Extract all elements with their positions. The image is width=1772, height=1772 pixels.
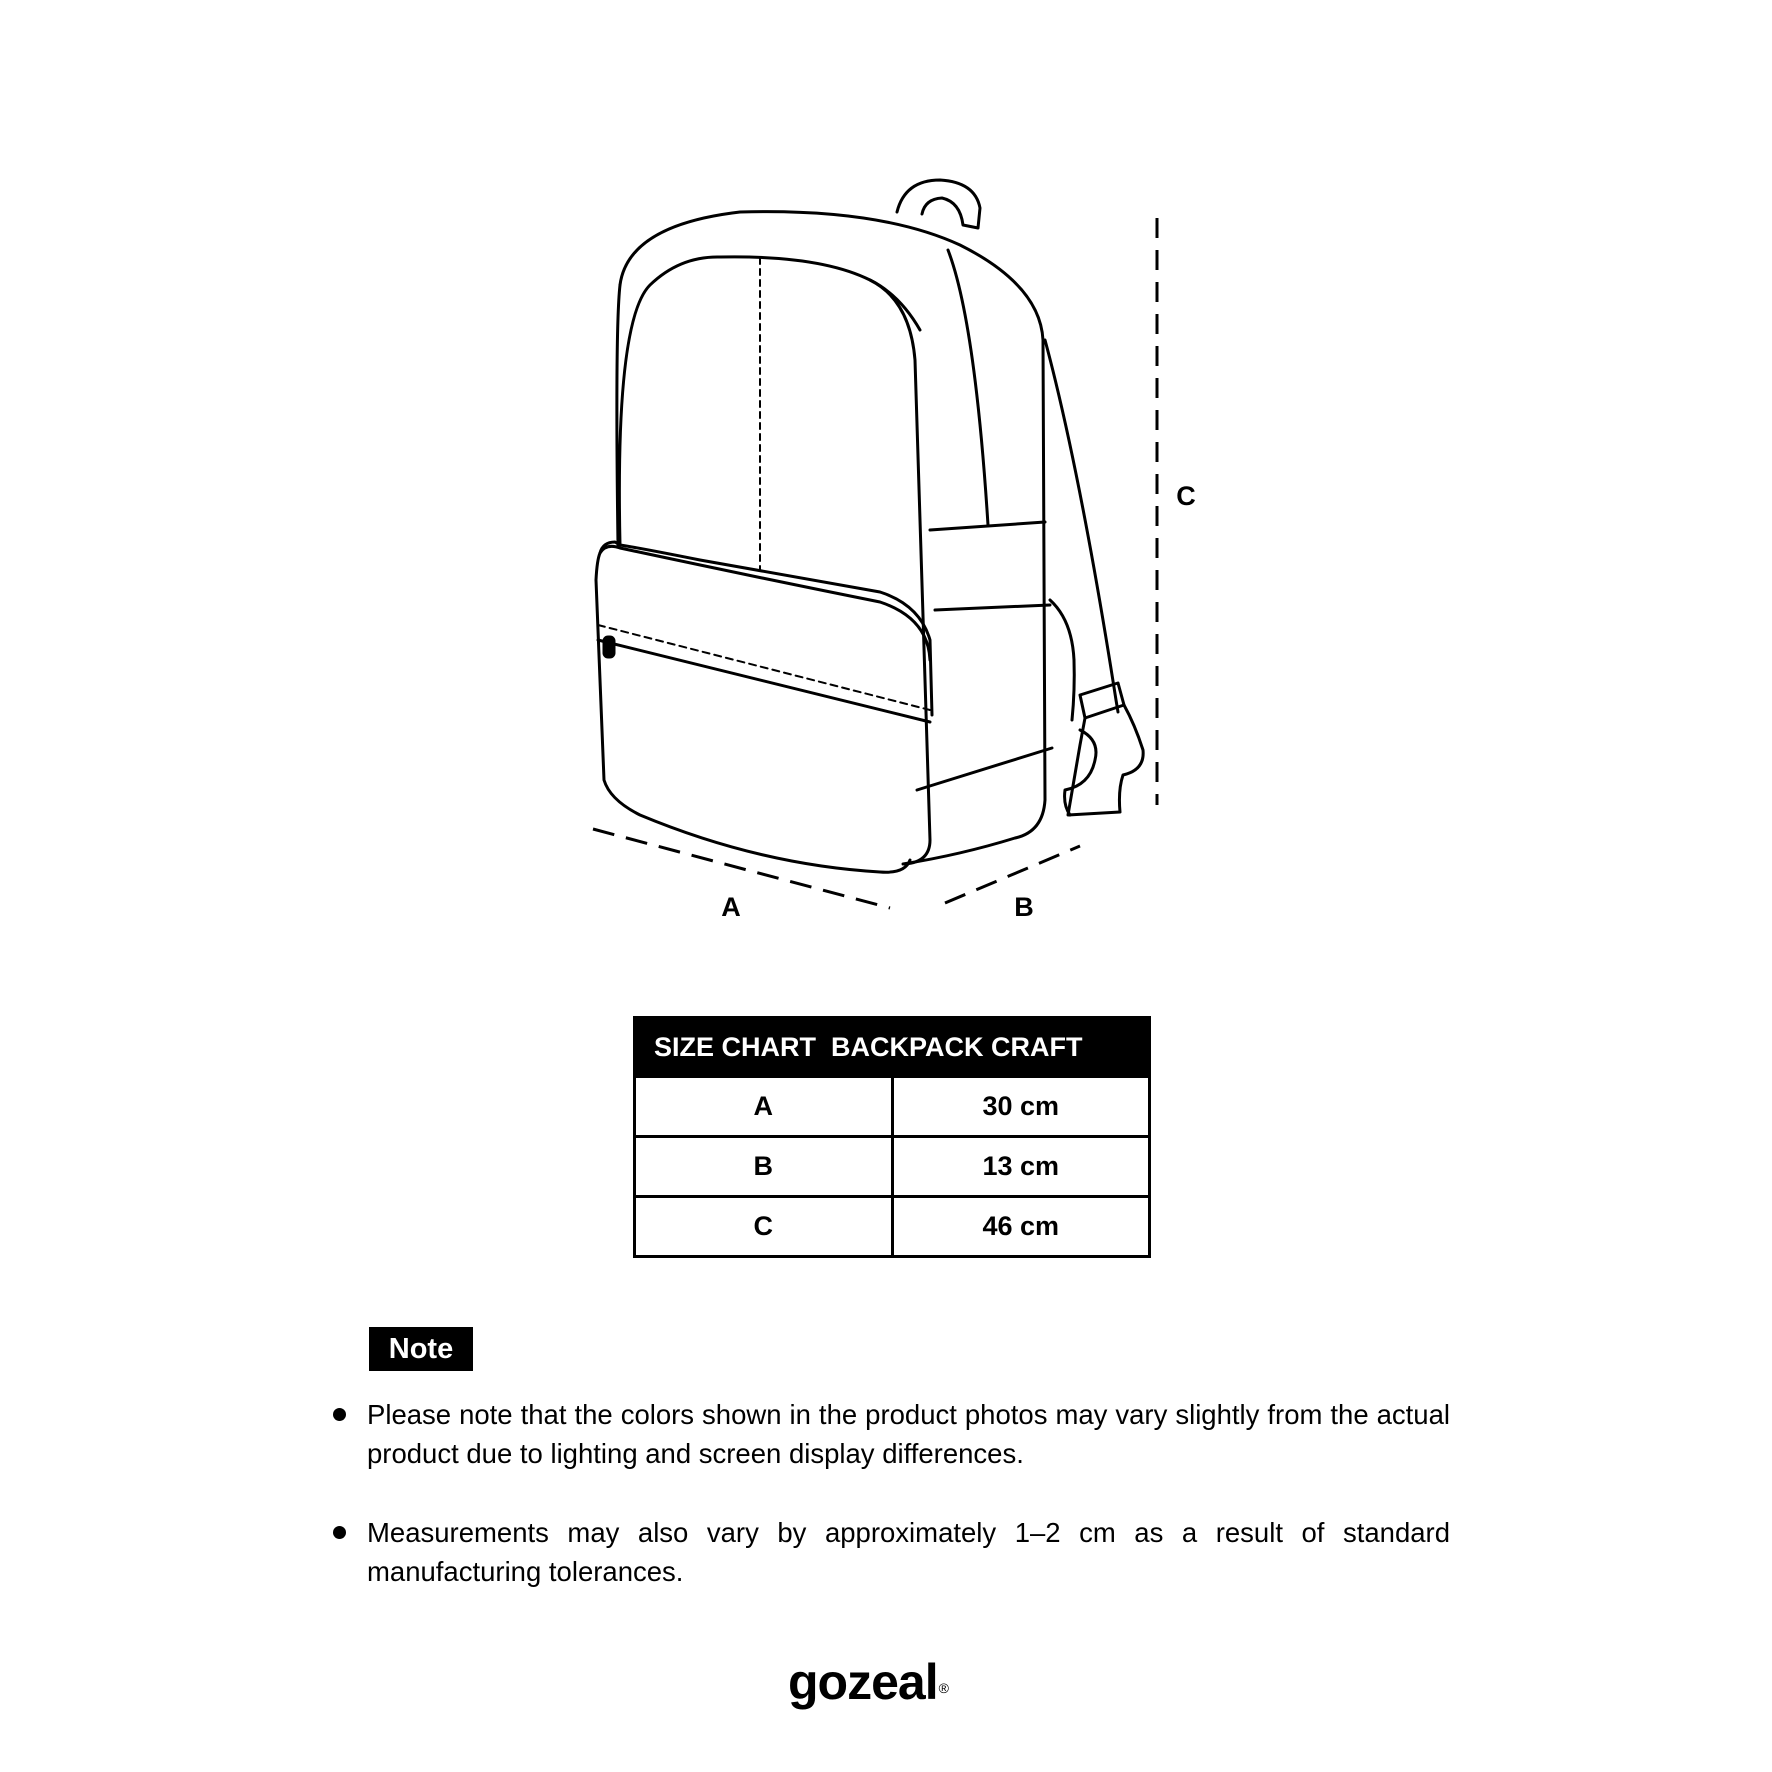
brand-name: gozeal xyxy=(788,1654,938,1710)
dimension-cell: B xyxy=(635,1137,893,1197)
table-row xyxy=(635,1137,1150,1197)
brand-logo xyxy=(788,1654,948,1710)
value-cell: 30 cm xyxy=(892,1077,1150,1137)
table-row xyxy=(635,1197,1150,1257)
dimension-cell: C xyxy=(635,1197,893,1257)
note-badge: Note xyxy=(369,1327,473,1371)
size-chart-table xyxy=(633,1016,1151,1258)
bullet-icon xyxy=(333,1526,346,1539)
size-chart-title: SIZE CHART BACKPACK CRAFT xyxy=(635,1018,1150,1077)
dimension-line-b xyxy=(945,846,1080,903)
value-cell: 13 cm xyxy=(892,1137,1150,1197)
backpack-illustration xyxy=(596,180,1143,872)
note-text: Measurements may also vary by approximately 1–2 cm as a result of standard manufacturing tolerances. xyxy=(367,1517,1450,1587)
dimension-label-b: B xyxy=(1014,892,1034,922)
size-chart-header-row xyxy=(635,1018,1150,1077)
dimension-label-c: C xyxy=(1176,481,1196,511)
bullet-icon xyxy=(333,1408,346,1421)
dimension-label-a: A xyxy=(721,892,741,922)
note-item-measurements xyxy=(367,1513,1450,1591)
note-item-colors xyxy=(367,1395,1450,1473)
registered-mark: ® xyxy=(938,1680,948,1696)
value-cell: 46 cm xyxy=(892,1197,1150,1257)
table-row xyxy=(635,1077,1150,1137)
note-text: Please note that the colors shown in the product photos may vary slightly from the actual product due to lighting and screen display differences. xyxy=(367,1399,1450,1469)
dimension-cell: A xyxy=(635,1077,893,1137)
